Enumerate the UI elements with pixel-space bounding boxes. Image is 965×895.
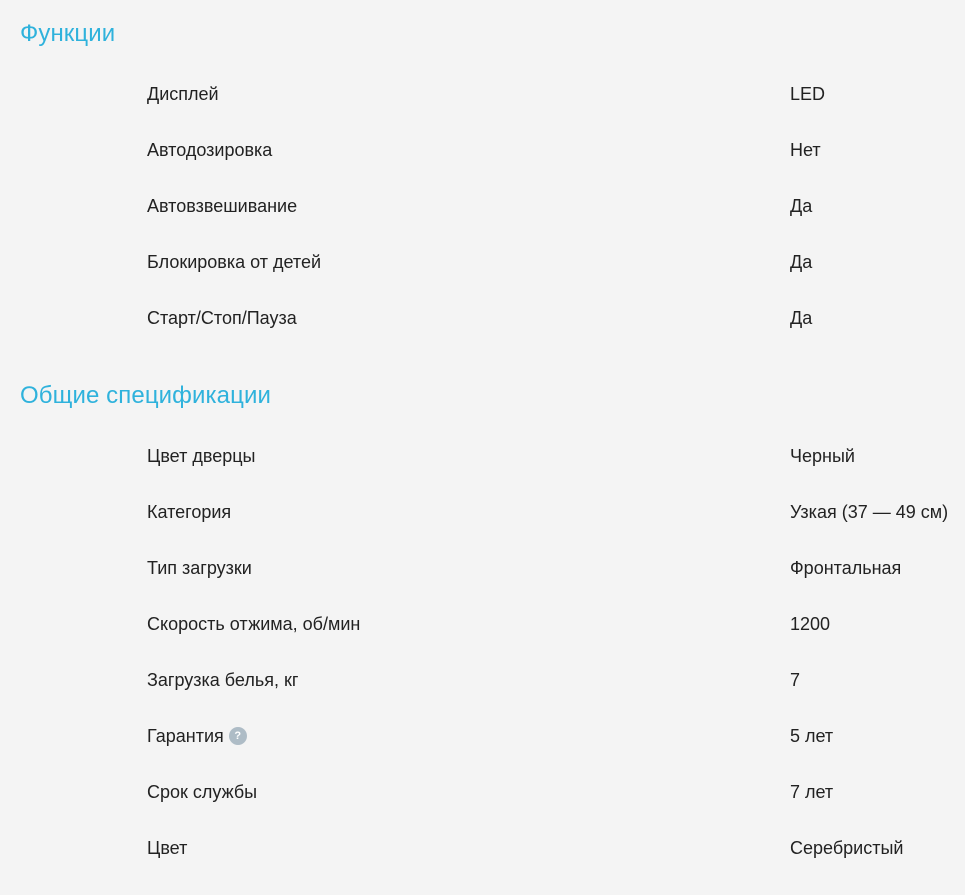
spec-value: Нет <box>790 140 821 160</box>
spec-label: Цвет <box>147 838 188 858</box>
spec-label: Срок службы <box>147 782 258 802</box>
spec-label: Цвет дверцы <box>147 446 256 466</box>
spec-label: Загрузка белья, кг <box>147 670 299 690</box>
spec-value: 5 лет <box>790 726 834 746</box>
spec-label: Старт/Стоп/Пауза <box>147 308 297 328</box>
spec-value: 1200 <box>790 614 831 634</box>
spec-value: Да <box>790 252 813 272</box>
spec-list <box>0 440 965 888</box>
spec-row-display <box>0 78 965 134</box>
spec-row-load-type <box>0 552 965 608</box>
spec-row-category <box>0 496 965 552</box>
spec-label-with-help <box>147 720 247 752</box>
spec-value: LED <box>790 84 826 104</box>
spec-value: Серебристый <box>790 838 904 858</box>
section-general-specs <box>0 380 965 888</box>
spec-row-color <box>0 832 965 888</box>
spec-row-auto-dosing <box>0 134 965 190</box>
spec-label: Дисплей <box>147 84 219 104</box>
spec-row-spin-speed <box>0 608 965 664</box>
section-title: Функции <box>20 20 116 47</box>
spec-label: Гарантия <box>147 726 224 746</box>
section-title: Общие спецификации <box>20 382 271 409</box>
spec-value: Узкая (37 — 49 см) <box>790 502 949 522</box>
spec-label: Тип загрузки <box>147 558 252 578</box>
spec-row-warranty <box>0 720 965 776</box>
spec-row-start-stop-pause <box>0 302 965 358</box>
spec-row-auto-weighing <box>0 190 965 246</box>
spec-label: Автовзвешивание <box>147 196 298 216</box>
spec-row-service-life <box>0 776 965 832</box>
spec-label: Блокировка от детей <box>147 252 322 272</box>
spec-value: Да <box>790 196 813 216</box>
spec-row-door-color <box>0 440 965 496</box>
spec-label: Скорость отжима, об/мин <box>147 614 361 634</box>
spec-row-laundry-load <box>0 664 965 720</box>
spec-label: Категория <box>147 502 232 522</box>
spec-list <box>0 78 965 358</box>
section-functions <box>0 18 965 358</box>
spec-value: Фронтальная <box>790 558 902 578</box>
question-icon[interactable]: ? <box>229 727 247 745</box>
spec-row-child-lock <box>0 246 965 302</box>
spec-value: Черный <box>790 446 855 466</box>
spec-value: 7 лет <box>790 782 834 802</box>
spec-label: Автодозировка <box>147 140 273 160</box>
spec-value: Да <box>790 308 813 328</box>
spec-value: 7 <box>790 670 801 690</box>
